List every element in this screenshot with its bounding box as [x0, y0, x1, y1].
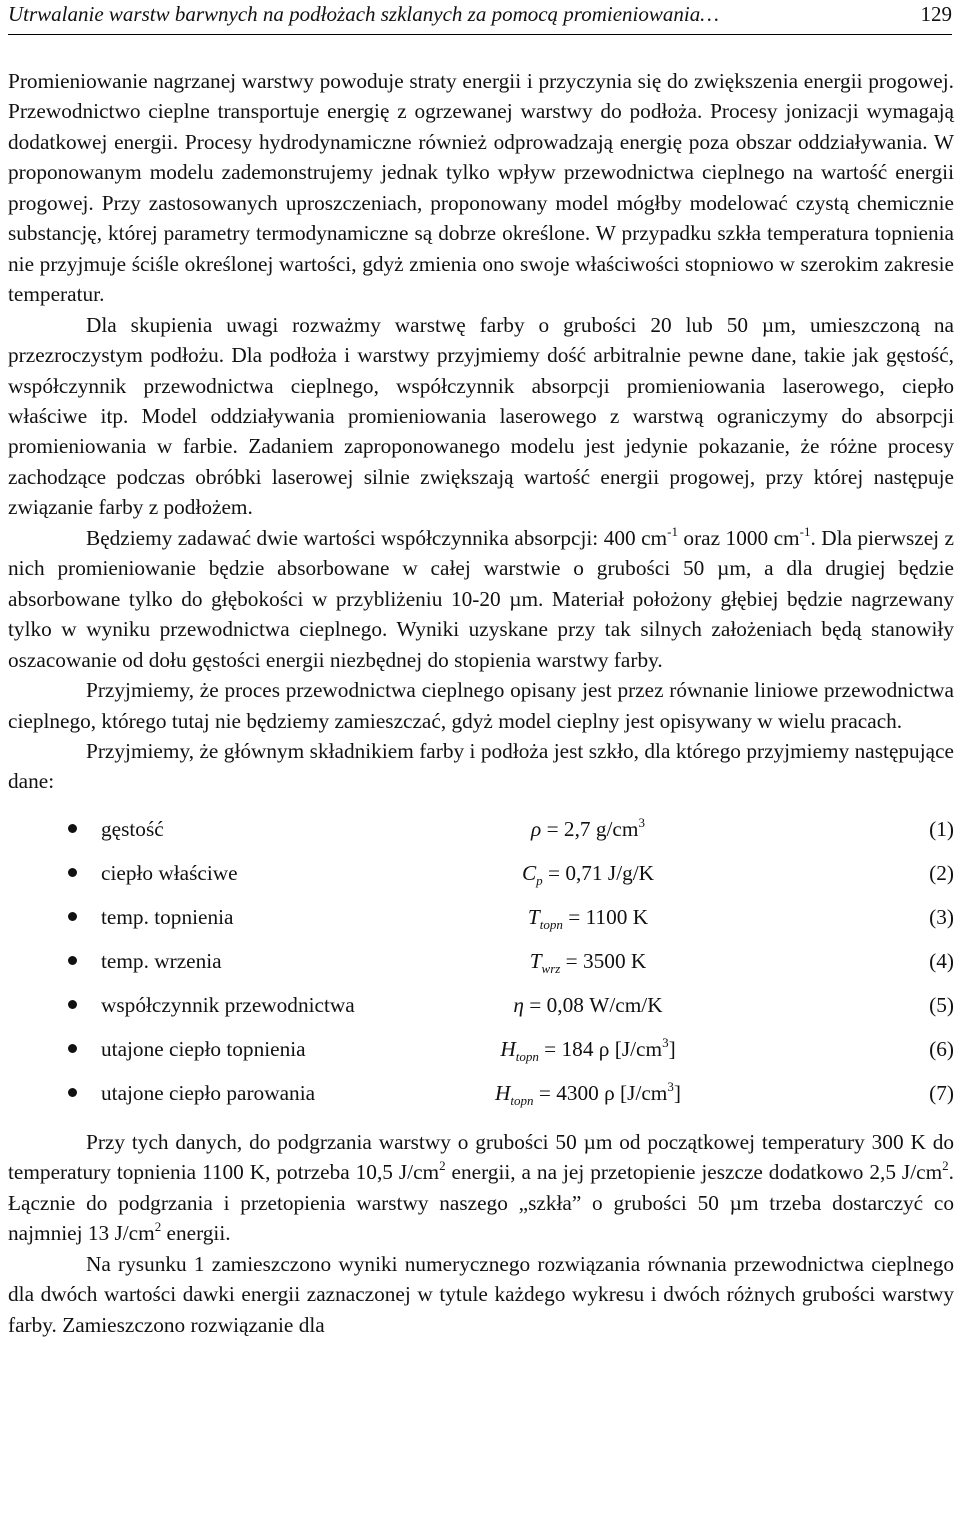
paragraph-2: Dla skupienia uwagi rozważmy warstwę farby o grubości 20 lub 50 µm, umieszczoną na przezroczystym podłożu. Dla podłoża i warstwy przyjmiemy dość arbitralnie pewne dane, takie jak gęstość, współczynnik przewodnictwa cieplnego, współczynnik absorpcji promieniowania laserowego, ciepło właściwe itp. Model oddziaływania promieniowania laserowego z warstwą ograniczymy do absorpcji promieniowania w farbie. Zadaniem zaproponowanego modelu jest jedynie pokazanie, że różne procesy zachodzące podczas obróbki laserowej silnie zwiększają wartość energii progowej, przy której następuje związanie farby z podłożem.	[8, 312, 954, 520]
property-formula	[438, 1027, 738, 1071]
property-tail: ]	[673, 1080, 681, 1105]
paragraph-6-part-c: . Łącznie do podgrzania i przetopienia warstwy naszego „szkła” o grubości 50 µm trzeba dostarczyć co najmniej 13 J/cm	[8, 1160, 954, 1246]
paragraph-3-exponent-2: -1	[799, 523, 811, 539]
equation-number: (5)	[929, 992, 954, 1017]
equation-number: (6)	[929, 1036, 954, 1061]
data-list-item	[8, 1071, 954, 1115]
property-symbol: H	[495, 1080, 511, 1105]
property-value: = 2,7 g/cm	[541, 816, 639, 841]
property-label: temp. wrzenia	[101, 948, 222, 973]
page-header	[8, 0, 952, 35]
property-label: utajone ciepło parowania	[101, 1080, 316, 1105]
data-list-item	[8, 895, 954, 939]
paragraph-6-part-d: energii.	[161, 1221, 231, 1246]
data-list-item	[8, 939, 954, 983]
property-formula	[438, 807, 738, 851]
paragraph-3-exponent-1: -1	[667, 523, 678, 539]
property-symbol: H	[500, 1036, 516, 1061]
paragraph-3-part-a: Będziemy zadawać dwie wartości współczynnika absorpcji: 400 cm	[86, 525, 668, 550]
paragraph-6-exponent-1: 2	[439, 1158, 446, 1174]
property-label: temp. topnienia	[101, 904, 234, 929]
equation-number: (7)	[929, 1080, 954, 1105]
data-list-item	[8, 807, 954, 851]
property-value: = 0,71 J/g/K	[542, 860, 655, 885]
property-exponent: 3	[662, 1034, 669, 1050]
property-exponent: 3	[638, 814, 645, 830]
bullet-icon	[68, 868, 77, 877]
property-formula	[438, 983, 738, 1027]
property-symbol: C	[521, 860, 537, 885]
article-body	[8, 66, 954, 1340]
data-list-item	[8, 983, 954, 1027]
property-label: utajone ciepło topnienia	[101, 1036, 306, 1061]
bullet-icon	[68, 824, 77, 833]
property-symbol: η	[513, 992, 524, 1017]
property-value: = 1100 K	[562, 904, 649, 929]
property-value: = 4300 ρ [J/cm	[533, 1080, 668, 1105]
paragraph-6	[8, 1127, 954, 1249]
property-value: = 184 ρ [J/cm	[538, 1036, 663, 1061]
property-formula	[438, 895, 738, 939]
property-subscript: topn	[539, 916, 563, 932]
paragraph-6-part-b: energii, a na jej przetopienie jeszcze dodatkowo 2,5 J/cm	[445, 1160, 943, 1185]
bullet-icon	[68, 956, 77, 965]
property-tail: ]	[668, 1036, 676, 1061]
property-label: współczynnik przewodnictwa	[101, 992, 355, 1017]
property-formula	[438, 851, 738, 895]
property-subscript: p	[536, 872, 543, 888]
data-list-item	[8, 851, 954, 895]
property-exponent: 3	[667, 1078, 674, 1094]
paragraph-1: Promieniowanie nagrzanej warstwy powoduje straty energii i przyczynia się do zwiększenia energii progowej. Przewodnictwo cieplne transportuje energię z ogrzewanej warstwy do podłoża. Procesy jonizacji wymagają dodatkowej energii. Procesy hydrodynamiczne również odprowadzają energię poza obszar oddziaływania. W proponowanym modelu zademonstrujemy jednak tylko wpływ przewodnictwa cieplnego na wartość energii progowej. Przy zastosowanych uproszczeniach, proponowany model mógłby modelować czystą chemicznie substancję, której parametry termodynamiczne są dobrze określone. W przypadku szkła temperatura topnienia nie przyjmuje ściśle określonej wartości, gdyż zmienia ono swoje właściwości stopniowo w szerokim zakresie temperatur.	[8, 69, 954, 307]
bullet-icon	[68, 1000, 77, 1009]
equation-number: (4)	[929, 948, 954, 973]
equation-number: (2)	[929, 860, 954, 885]
property-formula	[438, 939, 738, 983]
property-formula	[438, 1071, 738, 1115]
paragraph-3-part-c: . Dla pierwszej z nich promieniowanie będzie absorbowane w całej warstwie o grubości 50 µm, a dla drugiej będzie absorbowane tylko do głębokości w przybliżeniu 10-20 µm. Materiał położony głębiej będzie nagrzewany tylko w wyniku przewodnictwa cieplnego. Wyniki uzyskane przy tak silnych założeniach będą stanowiły oszacowanie od dołu gęstości energii niezbędnej do stopienia warstwy farby.	[8, 525, 954, 672]
paragraph-7: Na rysunku 1 zamieszczono wyniki numerycznego rozwiązania równania przewodnictwa cieplnego dla dwóch wartości dawki energii zaznaczonej w tytule każdego wykresu i dwóch różnych grubości warstwy farby. Zamieszczono rozwiązanie dla	[8, 1251, 954, 1337]
page-number: 129	[920, 2, 952, 26]
paragraph-5: Przyjmiemy, że głównym składnikiem farby i podłoża jest szkło, dla którego przyjmiemy następujące dane:	[8, 738, 954, 794]
bullet-icon	[68, 1088, 77, 1097]
property-symbol: T	[529, 948, 542, 973]
property-subscript: wrz	[541, 960, 561, 976]
bullet-icon	[68, 912, 77, 921]
property-subscript: topn	[515, 1048, 539, 1064]
paragraph-6-exponent-2: 2	[942, 1158, 949, 1174]
property-symbol: T	[527, 904, 540, 929]
data-list-item	[8, 1027, 954, 1071]
property-label: gęstość	[101, 816, 164, 841]
paragraph-6-exponent-3: 2	[154, 1219, 162, 1235]
paragraph-3	[8, 523, 954, 675]
running-title: Utrwalanie warstw barwnych na podłożach szklanych za pomocą promieniowania…	[8, 2, 719, 26]
material-data-list	[8, 807, 954, 1115]
equation-number: (1)	[929, 816, 954, 841]
equation-number: (3)	[929, 904, 954, 929]
property-value: = 3500 K	[560, 948, 647, 973]
paragraph-6-part-a: Przy tych danych, do podgrzania warstwy o grubości 50 µm od początkowej temperatury 300 K do temperatury topnienia 1100 K, potrzeba 10,5 J/cm	[8, 1129, 954, 1185]
property-value: = 0,08 W/cm/K	[523, 992, 663, 1017]
property-subscript: topn	[510, 1092, 534, 1108]
paragraph-3-part-b: oraz 1000 cm	[677, 525, 800, 550]
property-label: ciepło właściwe	[101, 860, 238, 885]
paragraph-4: Przyjmiemy, że proces przewodnictwa cieplnego opisany jest przez równanie liniowe przewodnictwa cieplnego, którego tutaj nie będziemy zamieszczać, gdyż model cieplny jest opisywany w wielu pracach.	[8, 678, 954, 733]
bullet-icon	[68, 1044, 77, 1053]
property-symbol: ρ	[531, 816, 542, 841]
